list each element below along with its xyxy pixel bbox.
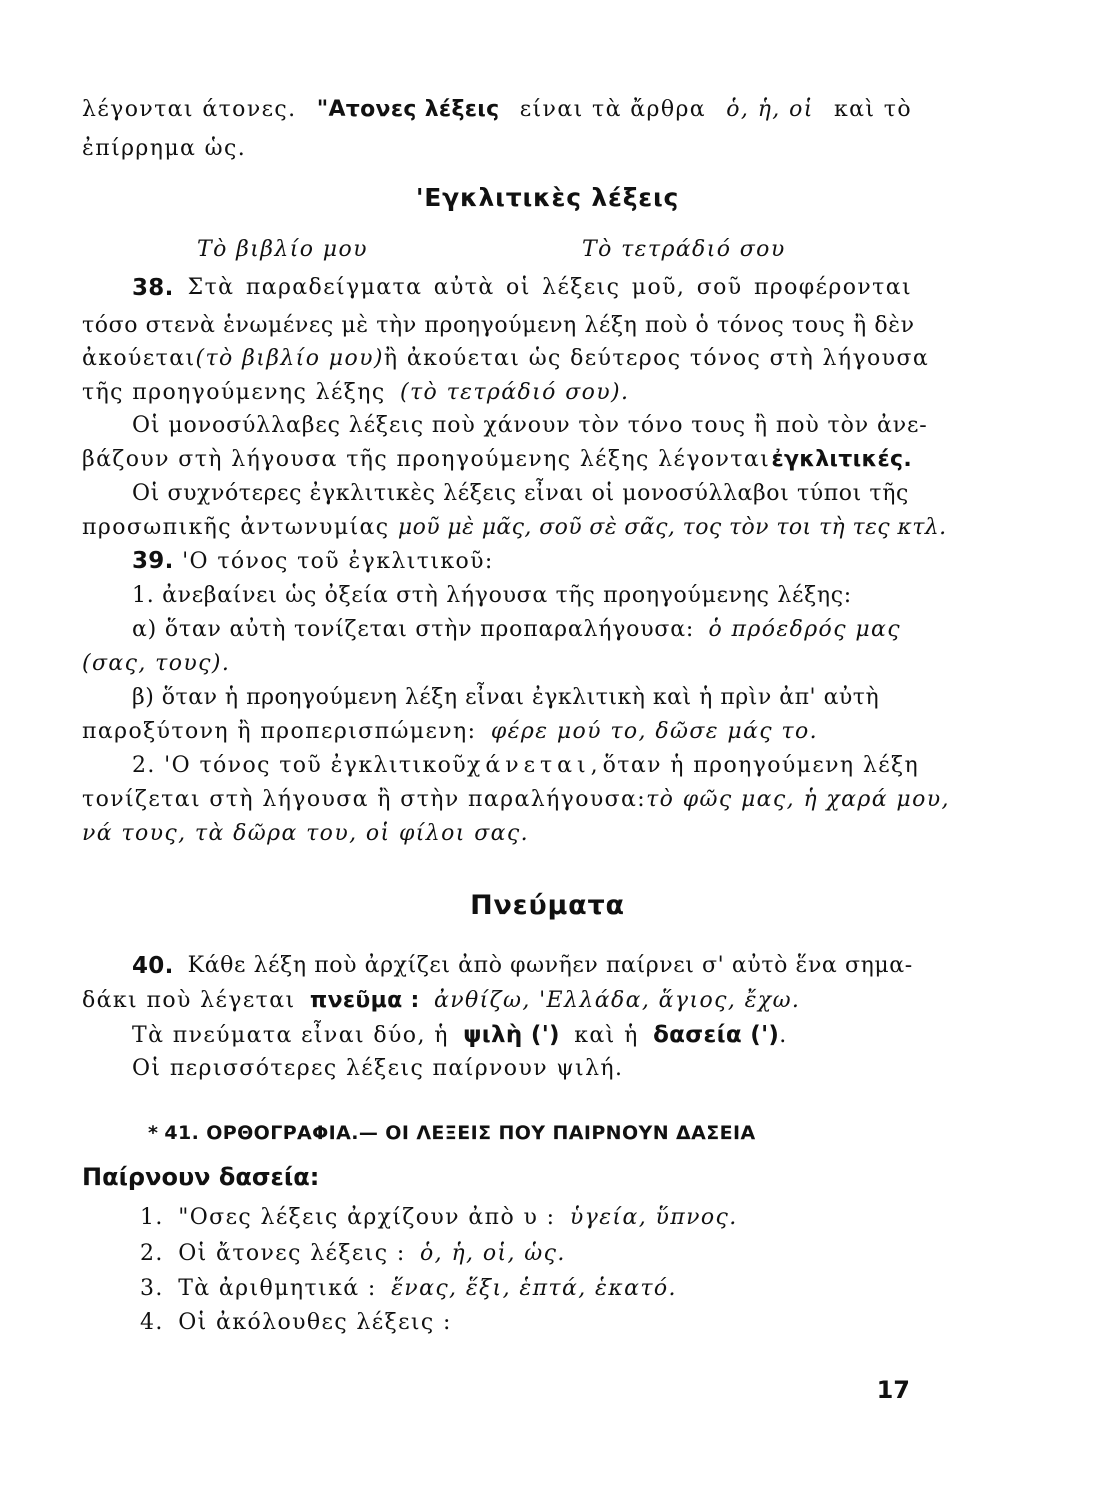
text-fragment: τονίζεται στὴ λήγουσα ἢ στὴν παραλήγουσα:: [82, 787, 647, 812]
paragraph-number: 40.: [132, 953, 174, 979]
item-number: 1.: [140, 1205, 164, 1230]
text-fragment: καὶ ἡ: [574, 1023, 639, 1048]
item-text: Οἱ ἄτονες λέξεις :: [178, 1241, 406, 1266]
italic-example: (τὸ βιβλίο μου): [195, 346, 384, 371]
italic-example: νά τους, τὰ δῶρα του, οἱ φίλοι σας.: [82, 821, 529, 846]
text-line: [132, 751, 920, 781]
section-heading: Πνεύματα: [470, 890, 625, 921]
text-line: [82, 986, 912, 1016]
italic-example: (τὸ τετράδιό σου).: [399, 380, 630, 405]
text-fragment: είναι τὰ ἄρθρα: [519, 97, 707, 122]
list-item: [140, 1308, 840, 1338]
sub-item: β) ὅταν ἡ προηγούμενη λέξη εἶναι ἐγκλιτικὴ καὶ ἡ πρὶν ἀπ' αὐτὴ: [132, 685, 880, 710]
example-right: Τὸ τετράδιό σου: [582, 237, 786, 262]
text-fragment: παροξύτονη ἢ προπερισπώμενη:: [82, 719, 477, 744]
list-item: [140, 1239, 840, 1269]
italic-example: μοῦ μὲ μᾶς, σοῦ σὲ σᾶς, τος τὸν τοι τὴ τες κτλ.: [397, 515, 947, 540]
list-item: 1. ἀνεβαίνει ὡς ὀξεία στὴ λήγουσα τῆς προηγούμενης λέξης:: [132, 583, 852, 608]
italic-example: (σας, τους).: [82, 651, 231, 676]
text-fragment: Κάθε λέξη ποὺ ἀρχίζει ἀπὸ φωνῆεν παίρνει σ' αὐτὸ ἕνα σημα-: [187, 953, 913, 978]
text-line: [82, 717, 912, 747]
italic-example: ὁ, ἡ, οἱ: [726, 97, 814, 122]
italic-example: ἀνθίζω, 'Ελλάδα, ἅγιος, ἔχω.: [433, 988, 801, 1013]
text-fragment: βάζουν στὴ λήγουσα τῆς προηγούμενης λέξης λέγονται: [82, 447, 771, 472]
item-text: Τὰ ἀριθμητικά :: [178, 1276, 377, 1301]
text-fragment: προσωπικῆς ἀντωνυμίας: [82, 515, 390, 540]
bold-term: "Ατονες λέξεις: [316, 97, 500, 122]
italic-example: φέρε μού το, δῶσε μάς το.: [490, 719, 819, 744]
text-fragment: λέγονται άτονες.: [82, 97, 297, 122]
text-fragment: Οἱ συχνότερες ἐγκλιτικὲς λέξεις εἶναι οἱ μονοσύλλαβοι τύποι τῆς: [132, 481, 909, 506]
text-line: [82, 378, 912, 408]
paragraph-38-line: [132, 273, 912, 303]
italic-example: ὁ, ἡ, οἱ, ὡς.: [420, 1241, 566, 1266]
heading-text: 41. ΟΡΘΟΓΡΑΦΙΑ.— ΟΙ ΛΕΞΕΙΣ ΠΟΥ ΠΑΙΡΝΟΥΝ ΔΑΣΕΙΑ: [164, 1122, 756, 1144]
text-fragment: .: [779, 1023, 788, 1048]
italic-example: ὑγεία, ὕπνος.: [569, 1205, 738, 1230]
text-fragment: 'Ο τόνος τοῦ ἐγκλιτικοῦ:: [182, 549, 494, 574]
text-line: [132, 1020, 912, 1051]
text-line: [132, 411, 928, 441]
list-item: 2. 'Ο τόνος τοῦ ἐγκλιτικοῦ: [132, 753, 468, 778]
text-line: [132, 615, 912, 645]
text-line: [82, 819, 912, 849]
italic-example: ὁ πρόεδρός μας: [708, 617, 901, 642]
italic-example: τὸ φῶς μας, ἡ χαρά μου,: [646, 787, 950, 812]
text-line: [82, 445, 912, 475]
bold-term: ψιλὴ ('): [463, 1022, 560, 1048]
text-line: [82, 785, 950, 815]
text-fragment: δάκι ποὺ λέγεται: [82, 988, 296, 1013]
spaced-term: χάνεται,: [467, 753, 603, 778]
paragraph-number: 38.: [132, 275, 174, 301]
text-line: [82, 134, 912, 164]
text-line: [132, 479, 912, 509]
text-fragment: Οἱ μονοσύλλαβες λέξεις ποὺ χάνουν τὸν τόνο τους ἢ ποὺ τὸν ἀνε-: [132, 413, 928, 438]
text-line: [132, 581, 912, 611]
bold-term: δασεία ('): [653, 1022, 780, 1048]
text-line: [82, 649, 912, 679]
example-left: Τὸ βιβλίο μου: [197, 237, 368, 262]
item-text: Οἱ ἀκόλουθες λέξεις :: [178, 1310, 452, 1335]
text-line: [82, 95, 912, 125]
item-number: 2.: [140, 1241, 164, 1266]
text-fragment: Τὰ πνεύματα εἶναι δύο, ἡ: [132, 1023, 449, 1048]
item-number: 4.: [140, 1310, 164, 1335]
paragraph-39-line: [132, 546, 912, 577]
sub-item: α) ὅταν αὐτὴ τονίζεται στὴν προπαραλήγουσα:: [132, 617, 695, 642]
paragraph-number: 39.: [132, 548, 174, 574]
list-item: [140, 1203, 840, 1233]
page-number: 17: [876, 1376, 910, 1404]
item-text: "Οσες λέξεις ἀρχίζουν ἀπὸ υ :: [178, 1205, 556, 1230]
orthography-heading: [148, 1118, 756, 1148]
bold-term: ἐγκλιτικές.: [771, 447, 912, 472]
text-fragment: ἀκούεται: [82, 346, 196, 371]
subheading: Παίρνουν δασεία:: [82, 1163, 320, 1191]
text-fragment: τόσο στενὰ ἑνωμένες μὲ τὴν προηγούμενη λέξη ποὺ ὁ τόνος τους ἢ δὲν: [82, 313, 915, 338]
list-item: [140, 1274, 840, 1304]
text-line: [82, 344, 930, 374]
text-fragment: ὅταν ἡ προηγούμενη λέξη: [602, 753, 920, 778]
text-line: [132, 1054, 912, 1084]
italic-example: ἕνας, ἕξι, ἑπτά, ἑκατό.: [391, 1276, 677, 1301]
paragraph-40-line: [132, 951, 912, 981]
bold-term: πνεῦμα :: [309, 988, 420, 1013]
text-fragment: ἐπίρρημα ὡς.: [82, 136, 247, 161]
text-fragment: ἢ ἀκούεται ὡς δεύτερος τόνος στὴ λήγουσα: [383, 346, 930, 371]
item-number: 3.: [140, 1276, 164, 1301]
text-fragment: Στὰ παραδείγματα αὐτὰ οἱ λέξεις μοῦ, σοῦ προφέρονται: [187, 275, 912, 300]
text-fragment: τῆς προηγούμενης λέξης: [82, 380, 386, 405]
text-fragment: Οἱ περισσότερες λέξεις παίρνουν ψιλή.: [132, 1056, 624, 1081]
star-mark: *: [148, 1122, 159, 1144]
section-heading: 'Εγκλιτικὲς λέξεις: [415, 183, 680, 212]
text-line: [82, 513, 947, 543]
text-fragment: καὶ τὸ: [833, 97, 912, 122]
text-line: [82, 311, 915, 341]
text-line: [132, 683, 912, 713]
